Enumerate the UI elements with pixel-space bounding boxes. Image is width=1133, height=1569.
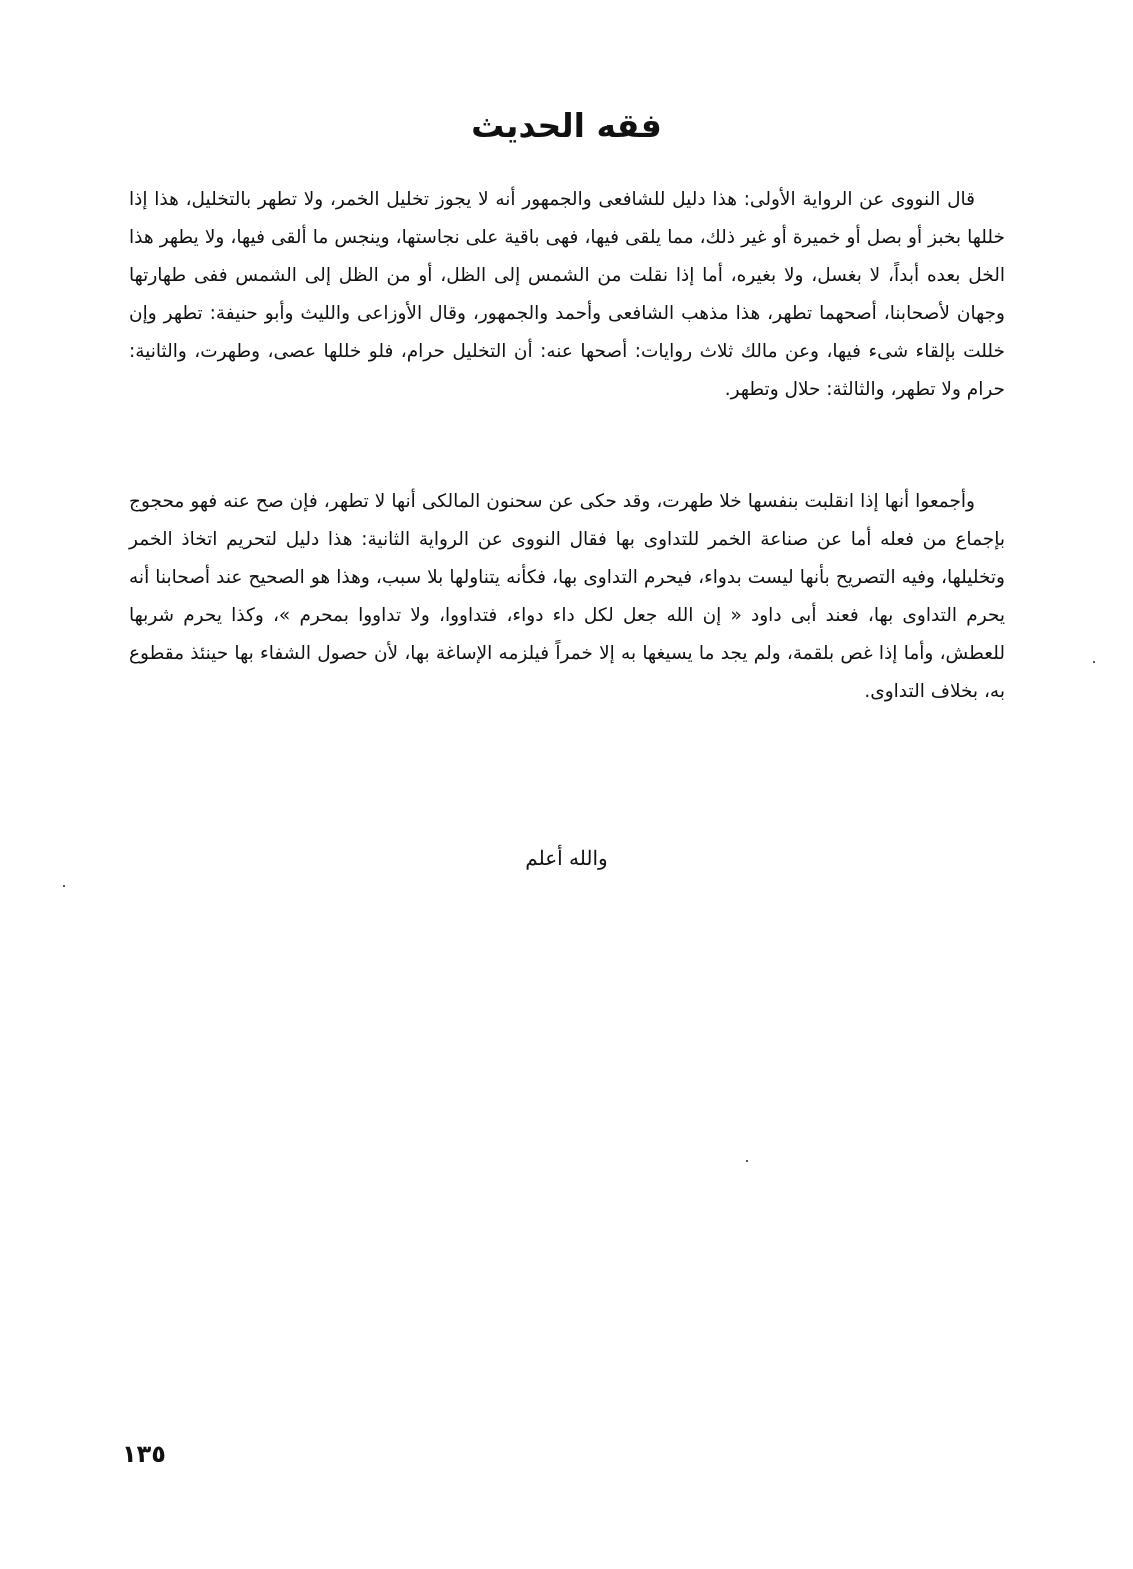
closing-phrase: والله أعلم bbox=[525, 846, 608, 870]
body-paragraph-2: وأجمعوا أنها إذا انقلبت بنفسها خلا طهرت، وقد حكى عن سحنون المالكى أنها لا تطهر، فإن صح عنه فهو محجوج بإجماع من فعله أما عن صناعة الخمر للتداوى بها فقال النووى عن الرواية الثانية: هذا دليل لتحريم اتخاذ الخمر وتخليلها، وفيه التصريح بأنها ليست بدواء، فيحرم التداوى بها، فكأنه يتناولها بلا سبب، وهذا هو الصحيح عند أصحابنا أنه يحرم التداوى بها، فعند أبى داود « إن الله جعل لكل داء دواء، فتداووا، ولا تداووا بمحرم »، وكذا يحرم شربها للعطش، وأما إذا غص بلقمة، ولم يجد ما يسيغها به إلا خمراً فيلزمه الإساغة بها، لأن حصول الشفاء بها حينئذ مقطوع به، بخلاف التداوى. bbox=[129, 491, 1005, 702]
scan-speck bbox=[746, 1160, 748, 1162]
body-paragraph-1: قال النووى عن الرواية الأولى: هذا دليل للشافعى والجمهور أنه لا يجوز تخليل الخمر، ولا تطهر بالتخليل، هذا إذا خللها بخبز أو بصل أو خميرة أو غير ذلك، مما يلقى فيها، فهى باقية على نجاستها، وينجس ما ألقى فيها، ولا يطهر هذا الخل بعده أبداً، لا بغسل، ولا بغيره، أما إذا نقلت من الشمس إلى الظل، أو من الظل إلى الشمس ففى طهارتها وجهان لأصحابنا، أصحهما تطهر، هذا مذهب الشافعى وأحمد والجمهور، وقال الأوزاعى والليث وأبو حنيفة: تطهر وإن خللت بإلقاء شىء فيها، وعن مالك ثلاث روايات: أصحها عنه: أن التخليل حرام، فلو خللها عصى، وطهرت، والثانية: حرام ولا تطهر، والثالثة: حلال وتطهر. bbox=[129, 189, 1005, 400]
scan-speck bbox=[1093, 661, 1095, 663]
page-number: ١٣٥ bbox=[122, 1440, 166, 1468]
scan-speck bbox=[63, 885, 65, 887]
page-title: فقه الحديث bbox=[471, 106, 662, 145]
